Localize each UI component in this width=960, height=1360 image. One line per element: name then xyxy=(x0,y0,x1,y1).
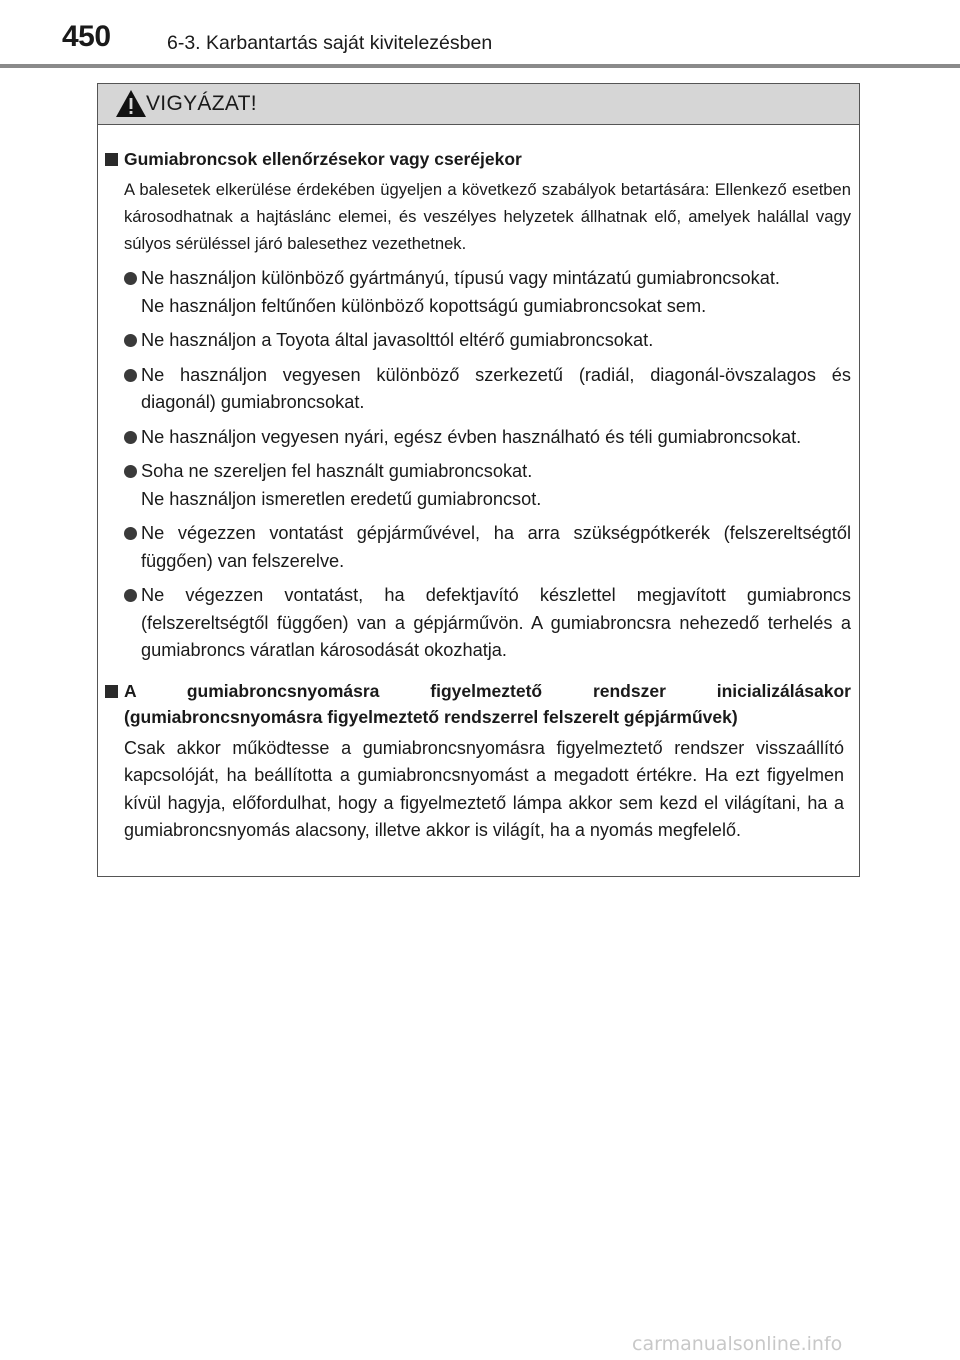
page-header xyxy=(0,0,960,70)
round-bullet-icon xyxy=(124,589,137,602)
subsection-heading xyxy=(103,146,851,172)
list-item xyxy=(103,458,851,513)
list-item-text: Ne használjon vegyesen különböző szerkezetű (radiál, diagonál-övszalagos és diagonál) gumiabroncsokat. xyxy=(141,364,851,412)
section-title: 6-3. Karbantartás saját kivitelezésben xyxy=(167,32,493,54)
list-item-text: Ne használjon a Toyota által javasolttól eltérő gumiabroncsokat. xyxy=(141,330,654,350)
list-item xyxy=(103,327,851,355)
round-bullet-icon xyxy=(124,465,137,478)
square-bullet-icon xyxy=(105,153,118,166)
warning-header xyxy=(98,84,859,125)
list-item-text: Ne végezzen vontatást, ha defektjavító készlettel megjavított gumiabroncs (felszereltségtől függően) van a gépjárművön. A gumiabroncsra nehezedő terhelés a gumiabroncs váratlan károsodását okozhatja. xyxy=(141,585,851,660)
round-bullet-icon xyxy=(124,431,137,444)
subsection-heading xyxy=(103,678,851,730)
list-item-text: Ne használjon feltűnően különböző kopottságú gumiabroncsokat sem. xyxy=(141,295,707,316)
watermark: carmanualsonline.info xyxy=(632,1333,843,1355)
list-item xyxy=(103,362,851,417)
list-item xyxy=(103,520,851,575)
intro-paragraph: Csak akkor működtesse a gumiabroncsnyomásra figyelmeztető rendszer visszaállító kapcsolóját, ha beállította a gumiabroncsnyomást a megadott értékre. Ha ezt figyelmen kívül hagyja, előfordulhat, hogy a figyelmeztető lámpa akkor sem kezd el világítani, ha a gumiabroncsnyomás alacsony, illetve akkor is világít, ha a nyomás megfelelő. xyxy=(124,737,844,840)
round-bullet-icon xyxy=(124,527,137,540)
warning-title: VIGYÁZAT! xyxy=(146,92,257,115)
warning-box xyxy=(97,83,860,877)
warning-triangle-icon xyxy=(115,89,147,118)
list-item-text: Ne végezzen vontatást gépjárművével, ha arra szükségpótkerék (felszereltségtől függően) van felszerelve. xyxy=(141,523,851,571)
intro-paragraph: A balesetek elkerülése érdekében ügyeljen a következő szabályok betartására: Ellenkező esetben károsodhatnak a hajtáslánc elemei, és veszélyes helyzetek állhatnak elő, amelyek halállal vagy súlyos sérüléssel járó balesethez vezethetnek. xyxy=(124,180,851,253)
warning-body xyxy=(98,125,859,845)
header-rule xyxy=(0,64,960,68)
list-item-text: Ne használjon ismeretlen eredetű gumiabroncsot. xyxy=(141,488,542,509)
page-number: 450 xyxy=(62,20,111,53)
bullet-list xyxy=(103,265,851,665)
round-bullet-icon xyxy=(124,369,137,382)
square-bullet-icon xyxy=(105,685,118,698)
subsection-heading-text: Gumiabroncsok ellenőrzésekor vagy cseréjekor xyxy=(124,149,522,169)
round-bullet-icon xyxy=(124,334,137,347)
round-bullet-icon xyxy=(124,272,137,285)
list-item-text: Soha ne szereljen fel használt gumiabroncsokat. xyxy=(141,461,533,481)
subsection-heading-text: A gumiabroncsnyomásra figyelmeztető rendszer inicializálásakor (gumiabroncsnyomásra figyelmeztető rendszerrel felszerelt gépjárművek) xyxy=(124,680,851,727)
list-item-text: Ne használjon különböző gyártmányú, típusú vagy mintázatú gumiabroncsokat. xyxy=(141,268,780,288)
list-item-text: Ne használjon vegyesen nyári, egész évben használható és téli gumiabroncsokat. xyxy=(141,426,802,447)
list-item xyxy=(103,265,851,320)
list-item xyxy=(103,424,851,452)
list-item xyxy=(103,582,851,665)
